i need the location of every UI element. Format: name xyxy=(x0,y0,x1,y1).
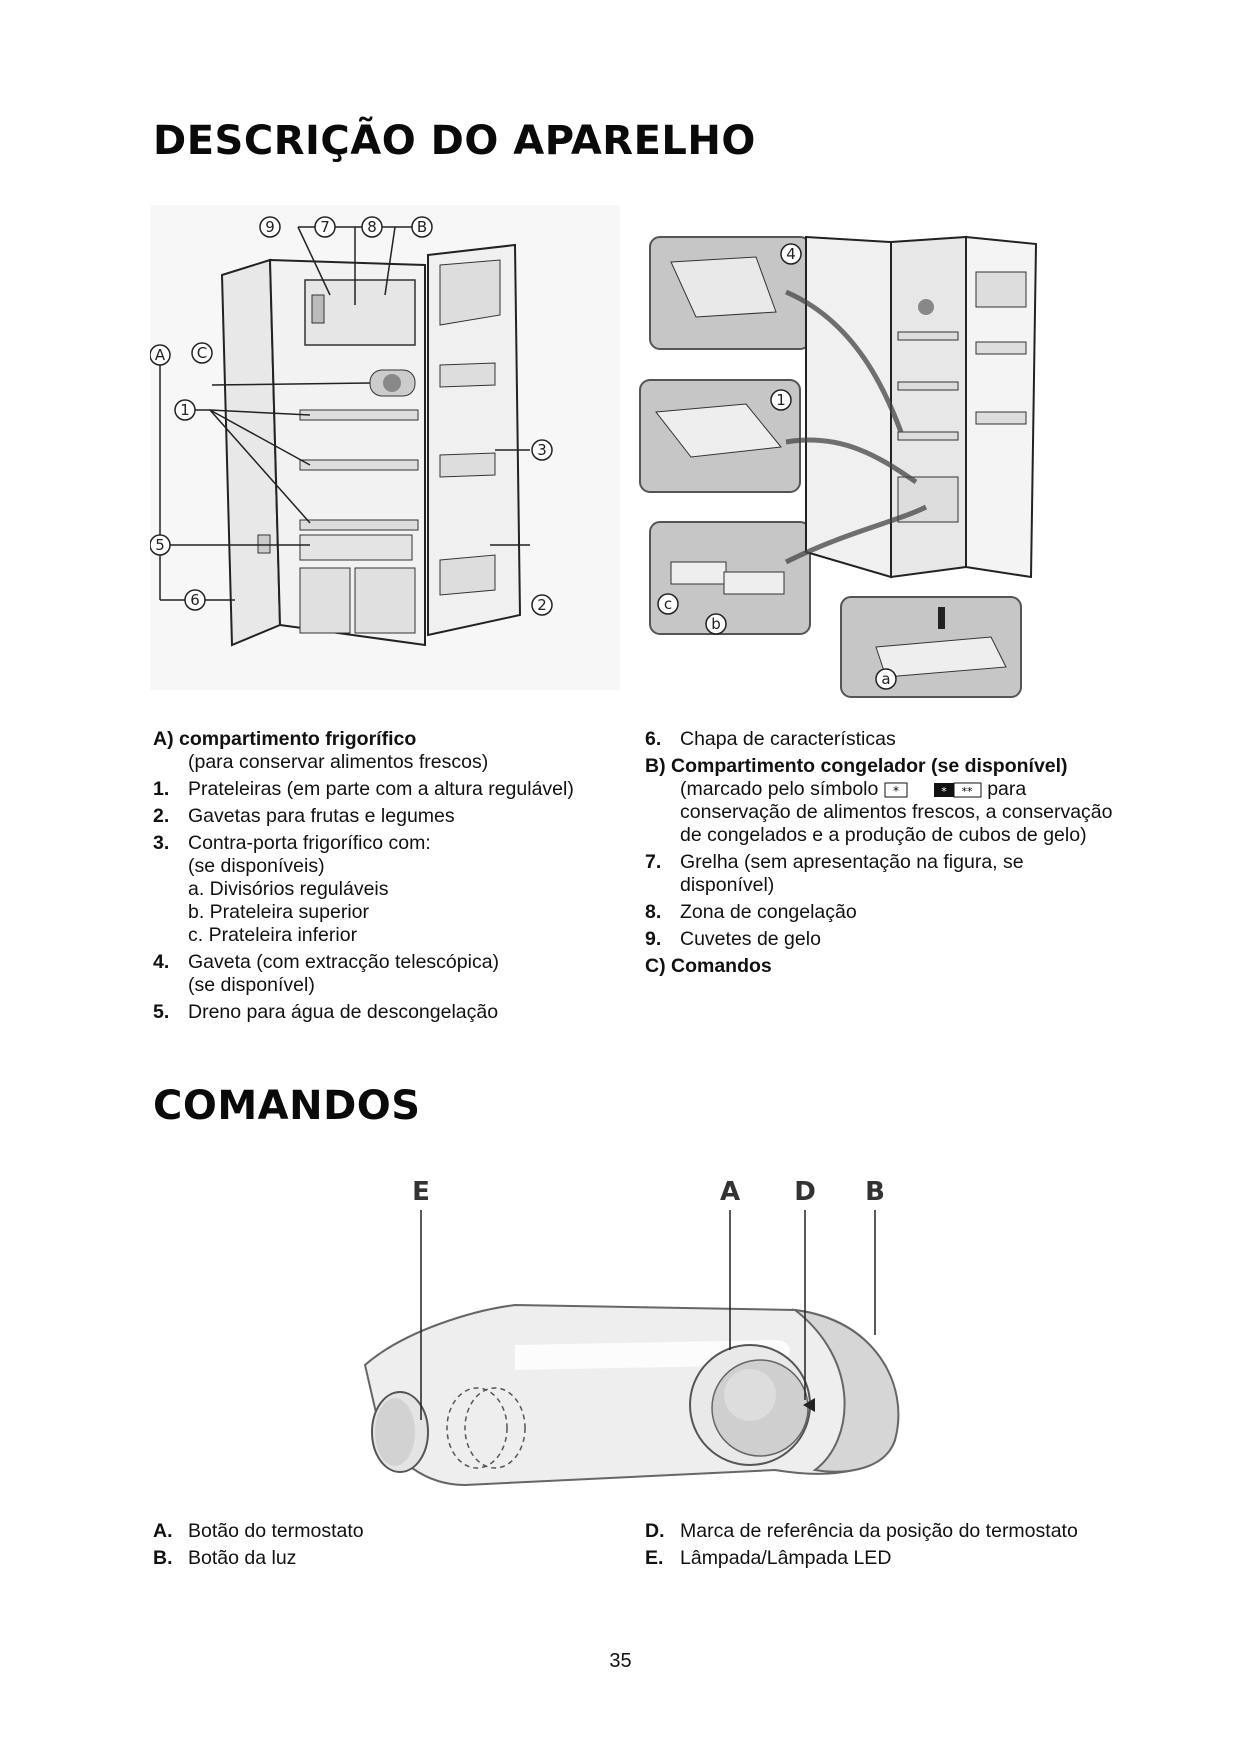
list-item: A. Botão do termostato xyxy=(153,1520,364,1542)
label-1: 1 xyxy=(180,401,190,419)
list-item: B. Botão da luz xyxy=(153,1547,297,1569)
fridge-compartment-heading: A) compartimento frigorífico xyxy=(153,728,417,750)
list-item: 5. Dreno para água de descongelação xyxy=(153,1001,499,1023)
fridge-compartment-sub: (para conservar alimentos frescos) xyxy=(188,751,489,773)
list-item: 4. Gaveta (com extracção telescópica) (se disponível) xyxy=(153,951,500,996)
list-item: E. Lâmpada/Lâmpada LED xyxy=(645,1547,892,1569)
section-title-description: DESCRIÇÃO DO APARELHO xyxy=(153,118,756,164)
label-b: B xyxy=(416,218,428,236)
list-item: 2. Gavetas para frutas e legumes xyxy=(153,805,455,827)
page-number: 35 xyxy=(609,1650,632,1672)
section-title-controls: COMANDOS xyxy=(153,1083,421,1129)
controls-figure xyxy=(355,1170,915,1510)
label-c: C xyxy=(196,344,208,362)
svg-text:*: * xyxy=(941,784,947,798)
description-left-column xyxy=(153,728,613,1028)
freezer-compartment-heading: B) Compartimento congelador (se disponível) xyxy=(645,755,1068,777)
star-rating-symbol xyxy=(884,782,982,798)
label-e: E xyxy=(412,1177,430,1207)
svg-text:**: ** xyxy=(961,784,973,798)
controls-left-column xyxy=(153,1520,613,1574)
label-2: 2 xyxy=(537,596,547,614)
label-c-small: c xyxy=(663,595,673,613)
list-item: 9. Cuvetes de gelo xyxy=(645,928,821,950)
list-item: 8. Zona de congelação xyxy=(645,901,857,923)
description-right-column: 6. Chapa de características B) Compartimento congelador (se disponível) (marcado pelo símbolo * * ** para conservação de alimentos frescos, a conservação de congelados e a produção de cubos de gelo) 7. Grelha (sem apresentação na figura, se disponível) 8. Zona de congelação 9. Cuvetes de gelo C) Comandos xyxy=(645,728,1115,978)
label-1-side: 1 xyxy=(776,391,786,409)
list-item: D. Marca de referência da posição do termostato xyxy=(645,1520,1078,1542)
label-4: 4 xyxy=(786,245,796,263)
label-5: 5 xyxy=(155,536,165,554)
controls-right-column xyxy=(645,1520,1125,1574)
label-8: 8 xyxy=(367,218,377,236)
fridge-accessories-figure xyxy=(636,232,1106,702)
label-6: 6 xyxy=(190,591,200,609)
list-item: 3. Contra-porta frigorífico com: (se disponíveis) a. Divisórios reguláveis b. Prateleira superior c. Prateleira inferior xyxy=(153,832,431,946)
list-item: 6. Chapa de características xyxy=(645,728,896,750)
fridge-main-figure xyxy=(150,205,620,690)
controls-heading-ref: C) Comandos xyxy=(645,955,772,977)
list-item: 1. Prateleiras (em parte com a altura regulável) xyxy=(153,778,574,800)
label-b-small: b xyxy=(711,615,721,633)
label-a-knob: A xyxy=(719,1177,741,1207)
label-9: 9 xyxy=(265,218,275,236)
label-7: 7 xyxy=(320,218,330,236)
label-3: 3 xyxy=(537,441,547,459)
list-item: 7. Grelha (sem apresentação na figura, se disponível) xyxy=(645,851,1024,896)
label-d: D xyxy=(794,1177,816,1207)
svg-text:*: * xyxy=(892,783,899,798)
label-a-small: a xyxy=(881,670,891,688)
label-a: A xyxy=(154,346,166,364)
label-b-light: B xyxy=(865,1177,885,1207)
